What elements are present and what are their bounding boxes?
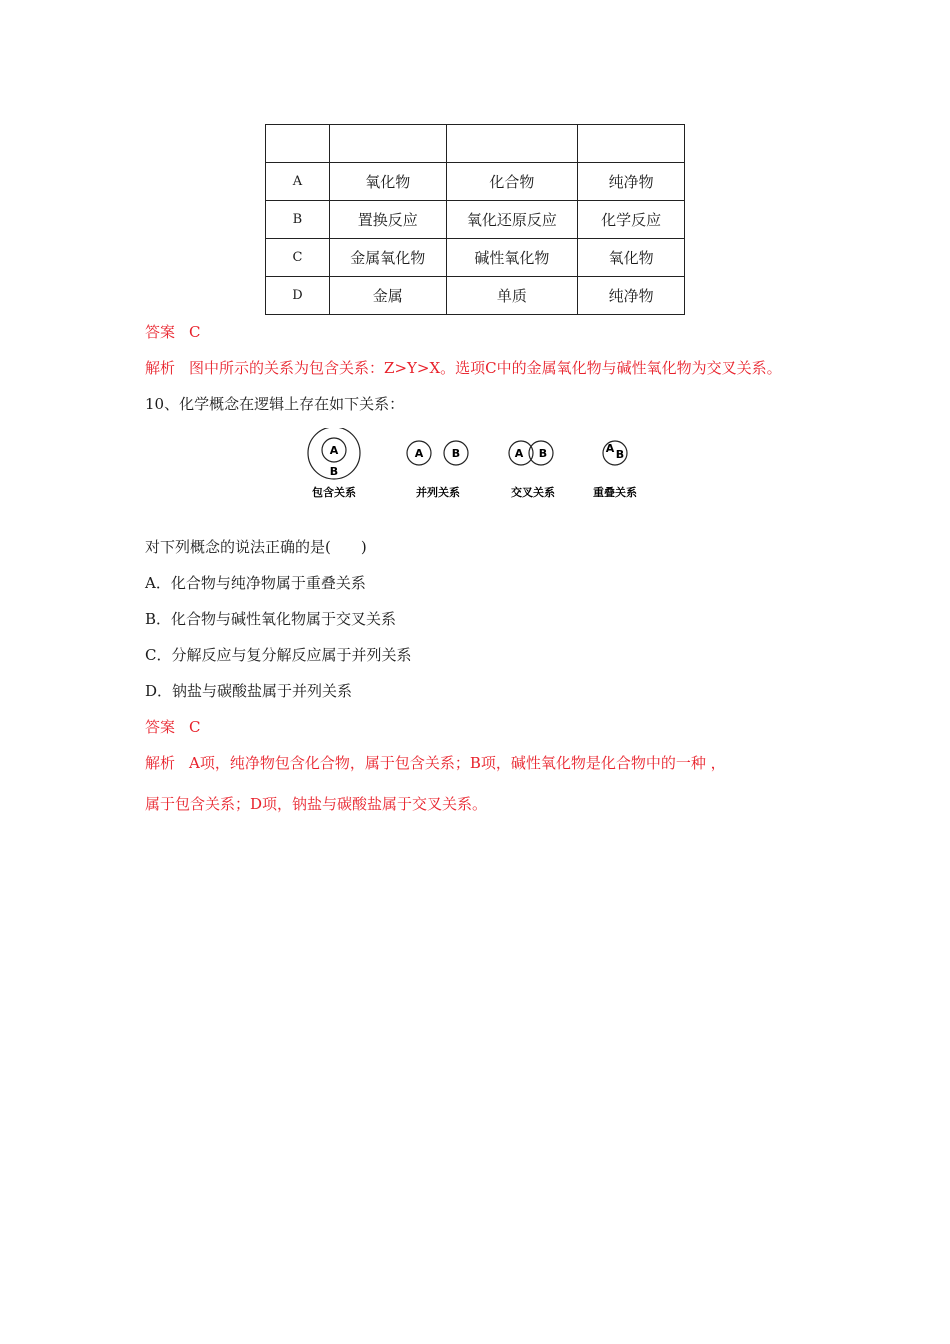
overlap-label: 重叠关系 <box>593 486 637 499</box>
table-cell: 纯净物 <box>578 277 685 315</box>
cross-label: 交叉关系 <box>511 486 555 499</box>
table-row <box>266 201 685 239</box>
q10-explanation <box>145 752 726 773</box>
table-cell <box>266 125 330 163</box>
table-cell: 氧化物 <box>329 163 446 201</box>
table-cell: 金属氧化物 <box>329 239 446 277</box>
relationship-diagram <box>300 428 670 508</box>
option-a: A．化合物与纯净物属于重叠关系 <box>145 574 366 592</box>
outer-letter: B <box>329 465 339 478</box>
table-cell <box>329 125 446 163</box>
table-cell: 氧化还原反应 <box>446 201 578 239</box>
contain-relation-figure <box>308 428 360 499</box>
table-cell: 置换反应 <box>329 201 446 239</box>
table-cell: 纯净物 <box>578 163 685 201</box>
option-d: D．钠盐与碳酸盐属于并列关系 <box>145 682 353 700</box>
contain-label: 包含关系 <box>312 486 356 499</box>
cross-relation-figure <box>509 441 555 499</box>
option-c: C．分解反应与复分解反应属于并列关系 <box>145 646 412 664</box>
answer-label: 答案 <box>145 323 176 341</box>
question-10-stem: 10、化学概念在逻辑上存在如下关系： <box>145 395 405 413</box>
explanation-text: 图中所示的关系为包含关系：Z>Y>X。选项C中的金属氧化物与碱性氧化物为交叉关系。 <box>189 359 782 377</box>
explanation-label: 解析 <box>145 359 176 377</box>
table-cell: 单质 <box>446 277 578 315</box>
q10-answer <box>145 716 201 737</box>
relationship-diagram-svg <box>300 428 670 508</box>
explanation-label: 解析 <box>145 754 176 772</box>
table-cell: B <box>266 201 330 239</box>
table-cell: 金属 <box>329 277 446 315</box>
table-cell: A <box>266 163 330 201</box>
table-header-row <box>266 125 685 163</box>
inner-letter: A <box>329 444 339 457</box>
parallel-label: 并列关系 <box>416 486 460 499</box>
q9-explanation <box>145 357 782 378</box>
table-row <box>266 163 685 201</box>
answer-label: 答案 <box>145 718 176 736</box>
letter-a: A <box>514 447 524 460</box>
letter-b: B <box>538 447 548 460</box>
explanation-text: A项，纯净物包含化合物，属于包含关系；B项，碱性氧化物是化合物中的一种 ， <box>189 754 726 772</box>
q9-answer <box>145 321 201 342</box>
table-row <box>266 277 685 315</box>
answer-value: C <box>189 718 201 736</box>
letter-b: B <box>615 448 625 461</box>
table-cell <box>578 125 685 163</box>
overlap-relation-figure <box>593 441 637 499</box>
table-cell: 化学反应 <box>578 201 685 239</box>
table-cell: 碱性氧化物 <box>446 239 578 277</box>
letter-a: A <box>605 442 615 455</box>
table-cell: D <box>266 277 330 315</box>
q10-explanation-continued: 属于包含关系；D项，钠盐与碳酸盐属于交叉关系。 <box>145 795 488 813</box>
table-cell: 化合物 <box>446 163 578 201</box>
table-row <box>266 239 685 277</box>
question-10-prompt: 对下列概念的说法正确的是( ) <box>145 538 367 556</box>
classification-table <box>265 124 685 315</box>
letter-b: B <box>451 447 461 460</box>
answer-value: C <box>189 323 201 341</box>
option-b: B．化合物与碱性氧化物属于交叉关系 <box>145 610 397 628</box>
table-cell: C <box>266 239 330 277</box>
parallel-relation-figure <box>407 441 468 499</box>
table-cell <box>446 125 578 163</box>
letter-a: A <box>414 447 424 460</box>
table-cell: 氧化物 <box>578 239 685 277</box>
